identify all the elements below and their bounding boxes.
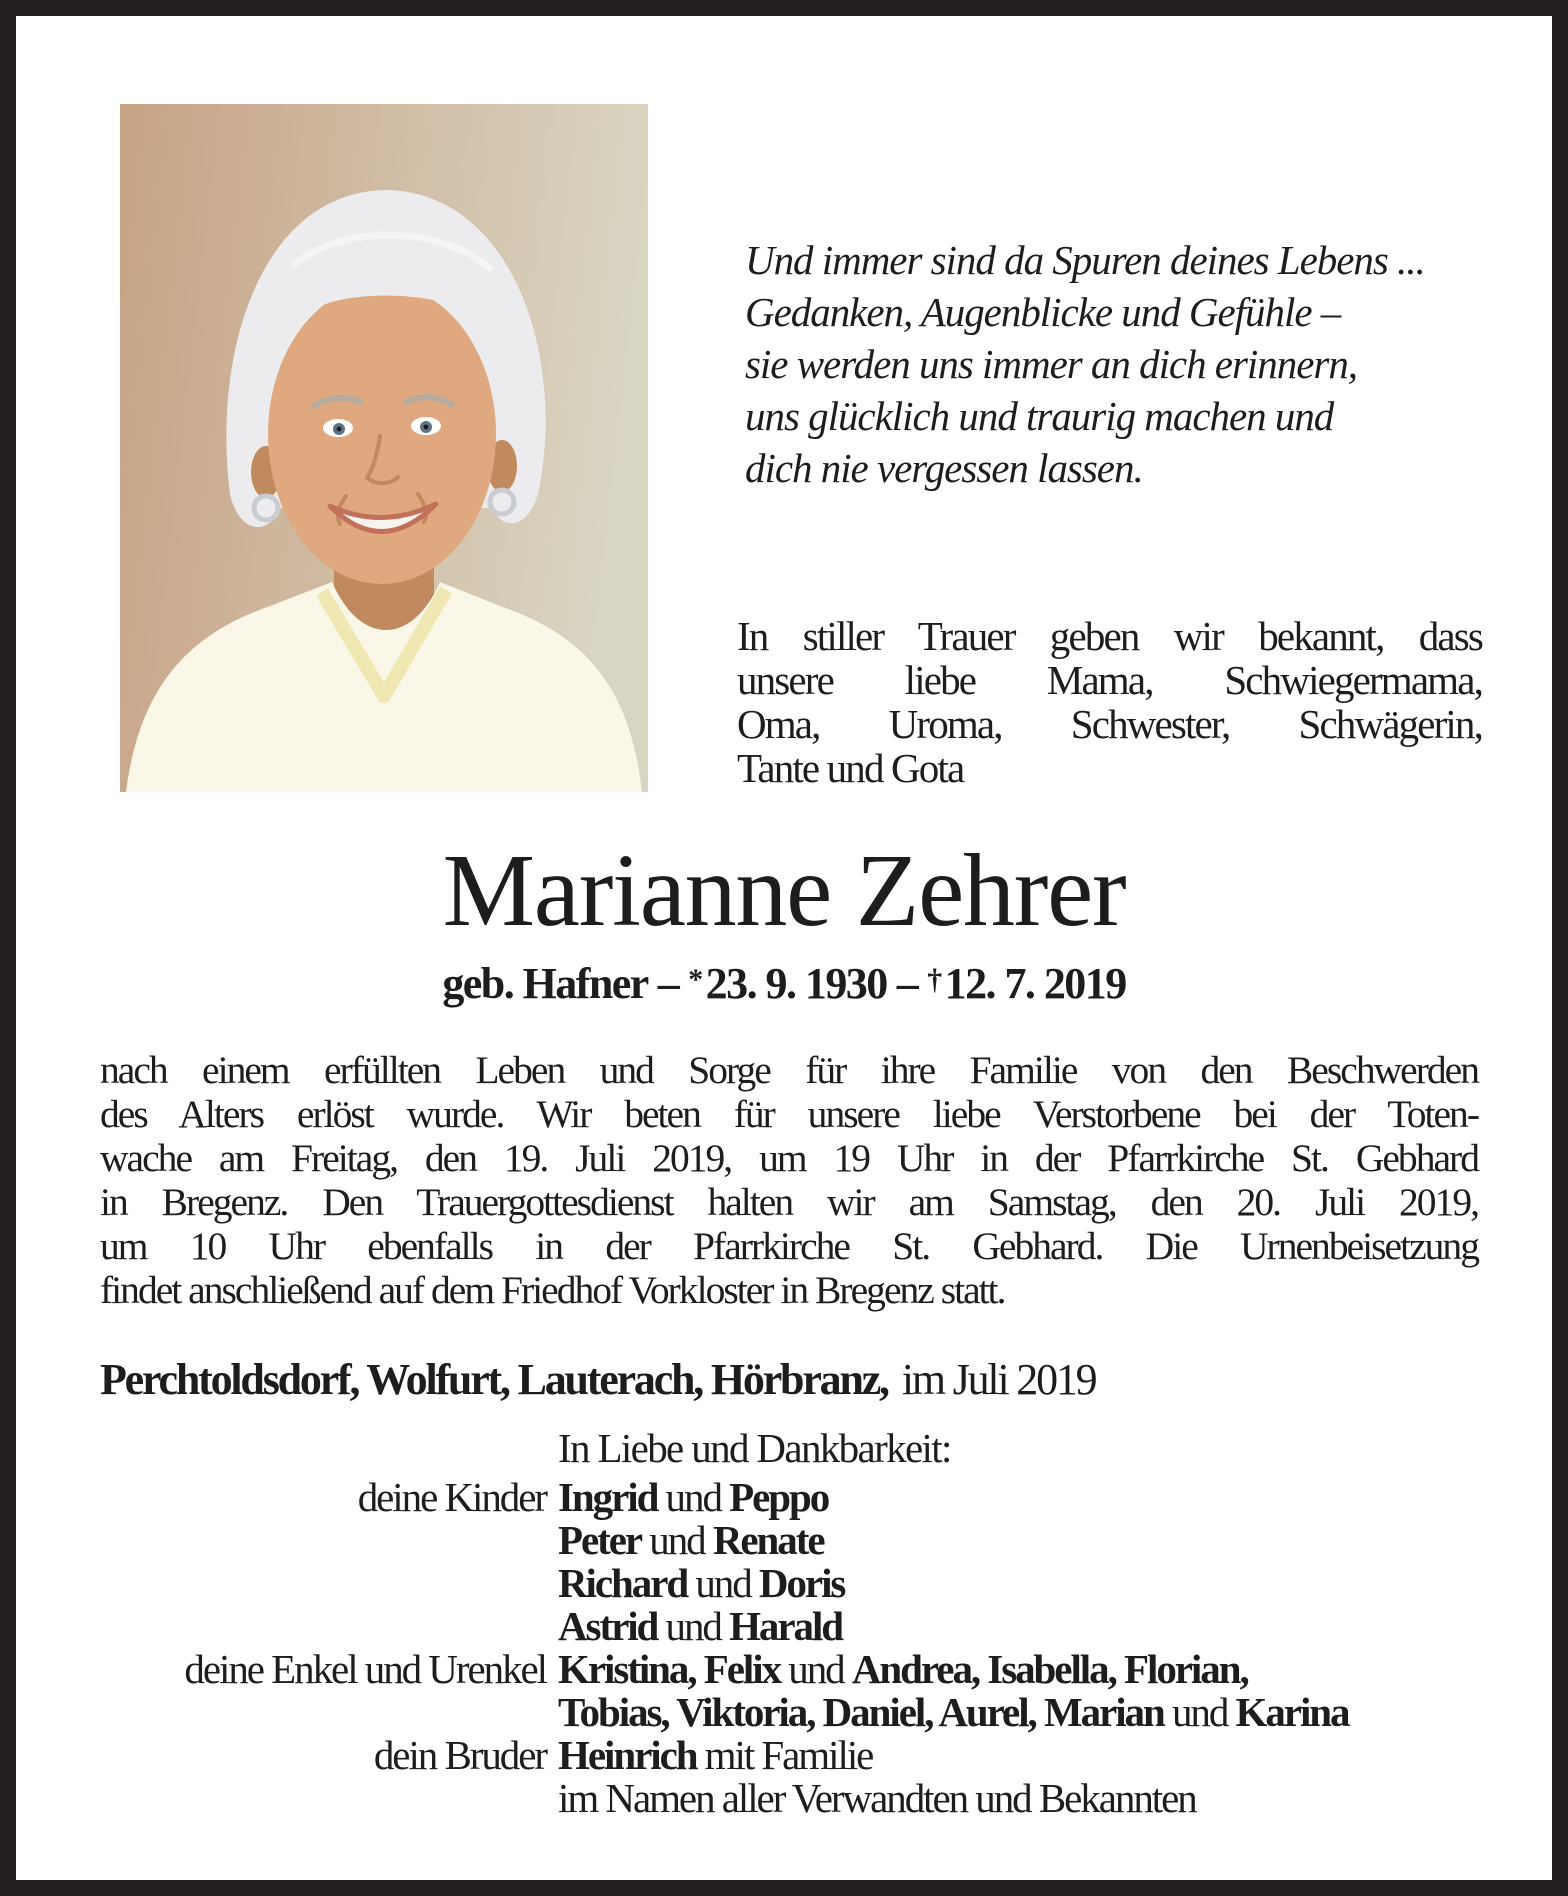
- obituary-line: in Bregenz. Den Trauergottesdienst halten wir am Samstag, den 20. Juli 2019,: [100, 1180, 1478, 1224]
- maiden-name: geb. Hafner: [442, 959, 648, 1008]
- birth-star-icon: *: [688, 963, 702, 997]
- family-member-name: Karina: [1235, 1689, 1349, 1735]
- announcement-line: Tante und Gota: [737, 745, 964, 791]
- locations-list: Perchtoldsdorf, Wolfurt, Lauterach, Hörbranz,: [100, 1355, 888, 1404]
- mourners-list: [100, 1476, 1540, 1820]
- dash-separator: –: [657, 959, 679, 1008]
- verse-line: Und immer sind da Spuren deines Lebens ...: [745, 237, 1425, 283]
- family-role-label: [100, 1519, 546, 1562]
- eye-left: [323, 419, 353, 437]
- portrait-illustration: [120, 104, 648, 792]
- deceased-name: Marianne Zehrer: [442, 833, 1126, 948]
- connector-text: mit Familie: [696, 1732, 873, 1778]
- connector-text: und: [657, 1603, 730, 1649]
- death-date: 12. 7. 2019: [944, 959, 1126, 1008]
- family-role-label: deine Enkel und Urenkel: [184, 1646, 546, 1692]
- announcement-line: In stiller Trauer geben wir bekannt, dass: [737, 613, 1482, 659]
- family-names-value: [558, 1605, 1540, 1648]
- family-member-name: Heinrich: [558, 1732, 697, 1778]
- obituary-body: [100, 1048, 1478, 1312]
- family-names-value: [558, 1691, 1540, 1734]
- family-member-name: Astrid: [558, 1603, 658, 1649]
- family-member-name: Andrea, Isabella, Florian,: [851, 1646, 1248, 1692]
- family-role-label: deine Kinder: [357, 1474, 546, 1520]
- connector-text: und: [687, 1560, 759, 1606]
- connector-text: im Namen aller Verwandten und Bekannten: [558, 1775, 1196, 1821]
- obituary-line: um 10 Uhr ebenfalls in der Pfarrkirche St. Gebhard. Die Urnenbeisetzung: [100, 1224, 1478, 1268]
- family-names-value: [558, 1777, 1540, 1820]
- family-member-name: Richard: [558, 1560, 688, 1606]
- verse-line: Gedanken, Augenblicke und Gefühle –: [745, 289, 1341, 335]
- memorial-verse: [745, 234, 1490, 494]
- dash-separator: –: [896, 959, 918, 1008]
- locations-line: [100, 1354, 1095, 1405]
- portrait-photo: [120, 104, 648, 792]
- family-role-label: [100, 1691, 546, 1734]
- family-names-value: [558, 1648, 1540, 1691]
- family-member-name: Renate: [712, 1517, 824, 1563]
- date-of-notice: im Juli 2019: [901, 1355, 1096, 1404]
- announcement-line: unsere liebe Mama, Schwiegermama,: [737, 657, 1482, 703]
- connector-text: und: [1163, 1689, 1236, 1735]
- eye-right: [411, 417, 441, 435]
- verse-line: dich nie vergessen lassen.: [745, 445, 1143, 491]
- announcement-line: Oma, Uroma, Schwester, Schwägerin,: [737, 701, 1482, 747]
- family-names-value: [558, 1734, 1540, 1777]
- family-names-value: [558, 1519, 1540, 1562]
- obituary-line: des Alters erlöst wurde. Wir beten für unsere liebe Verstorbene bei der Toten-: [100, 1092, 1478, 1136]
- verse-line: sie werden uns immer an dich erinnern,: [745, 341, 1358, 387]
- family-role-label: [100, 1777, 546, 1820]
- family-member-name: Ingrid: [558, 1474, 658, 1520]
- family-member-name: Doris: [758, 1560, 845, 1606]
- verse-line: uns glücklich und traurig machen und: [745, 393, 1334, 439]
- closing-intro: In Liebe und Dankbarkeit:: [558, 1425, 951, 1471]
- family-role-label: [100, 1562, 546, 1605]
- family-names-value: [558, 1562, 1540, 1605]
- face: [268, 284, 496, 584]
- family-member-name: Kristina, Felix: [558, 1646, 781, 1692]
- connector-text: und: [657, 1474, 730, 1520]
- family-member-name: Tobias, Viktoria, Daniel, Aurel, Marian: [558, 1689, 1164, 1735]
- birth-death-line: [16, 958, 1552, 1009]
- obituary-line: nach einem erfüllten Leben und Sorge für ihre Familie von den Beschwerden: [100, 1048, 1478, 1092]
- family-names-value: [558, 1476, 1540, 1519]
- family-role-label: dein Bruder: [373, 1732, 546, 1778]
- death-dagger-icon: †: [927, 963, 941, 997]
- family-member-name: Peter: [558, 1517, 642, 1563]
- announcement-text: [737, 614, 1482, 790]
- connector-text: und: [780, 1646, 852, 1692]
- birth-date: 23. 9. 1930: [705, 959, 887, 1008]
- family-role-label: [100, 1605, 546, 1648]
- obituary-line: wache am Freitag, den 19. Juli 2019, um 19 Uhr in der Pfarrkirche St. Gebhard: [100, 1136, 1478, 1180]
- family-member-name: Peppo: [729, 1474, 829, 1520]
- connector-text: und: [641, 1517, 713, 1563]
- obituary-line: findet anschließend auf dem Friedhof Vorkloster in Bregenz statt.: [100, 1268, 1005, 1312]
- family-member-name: Harald: [729, 1603, 843, 1649]
